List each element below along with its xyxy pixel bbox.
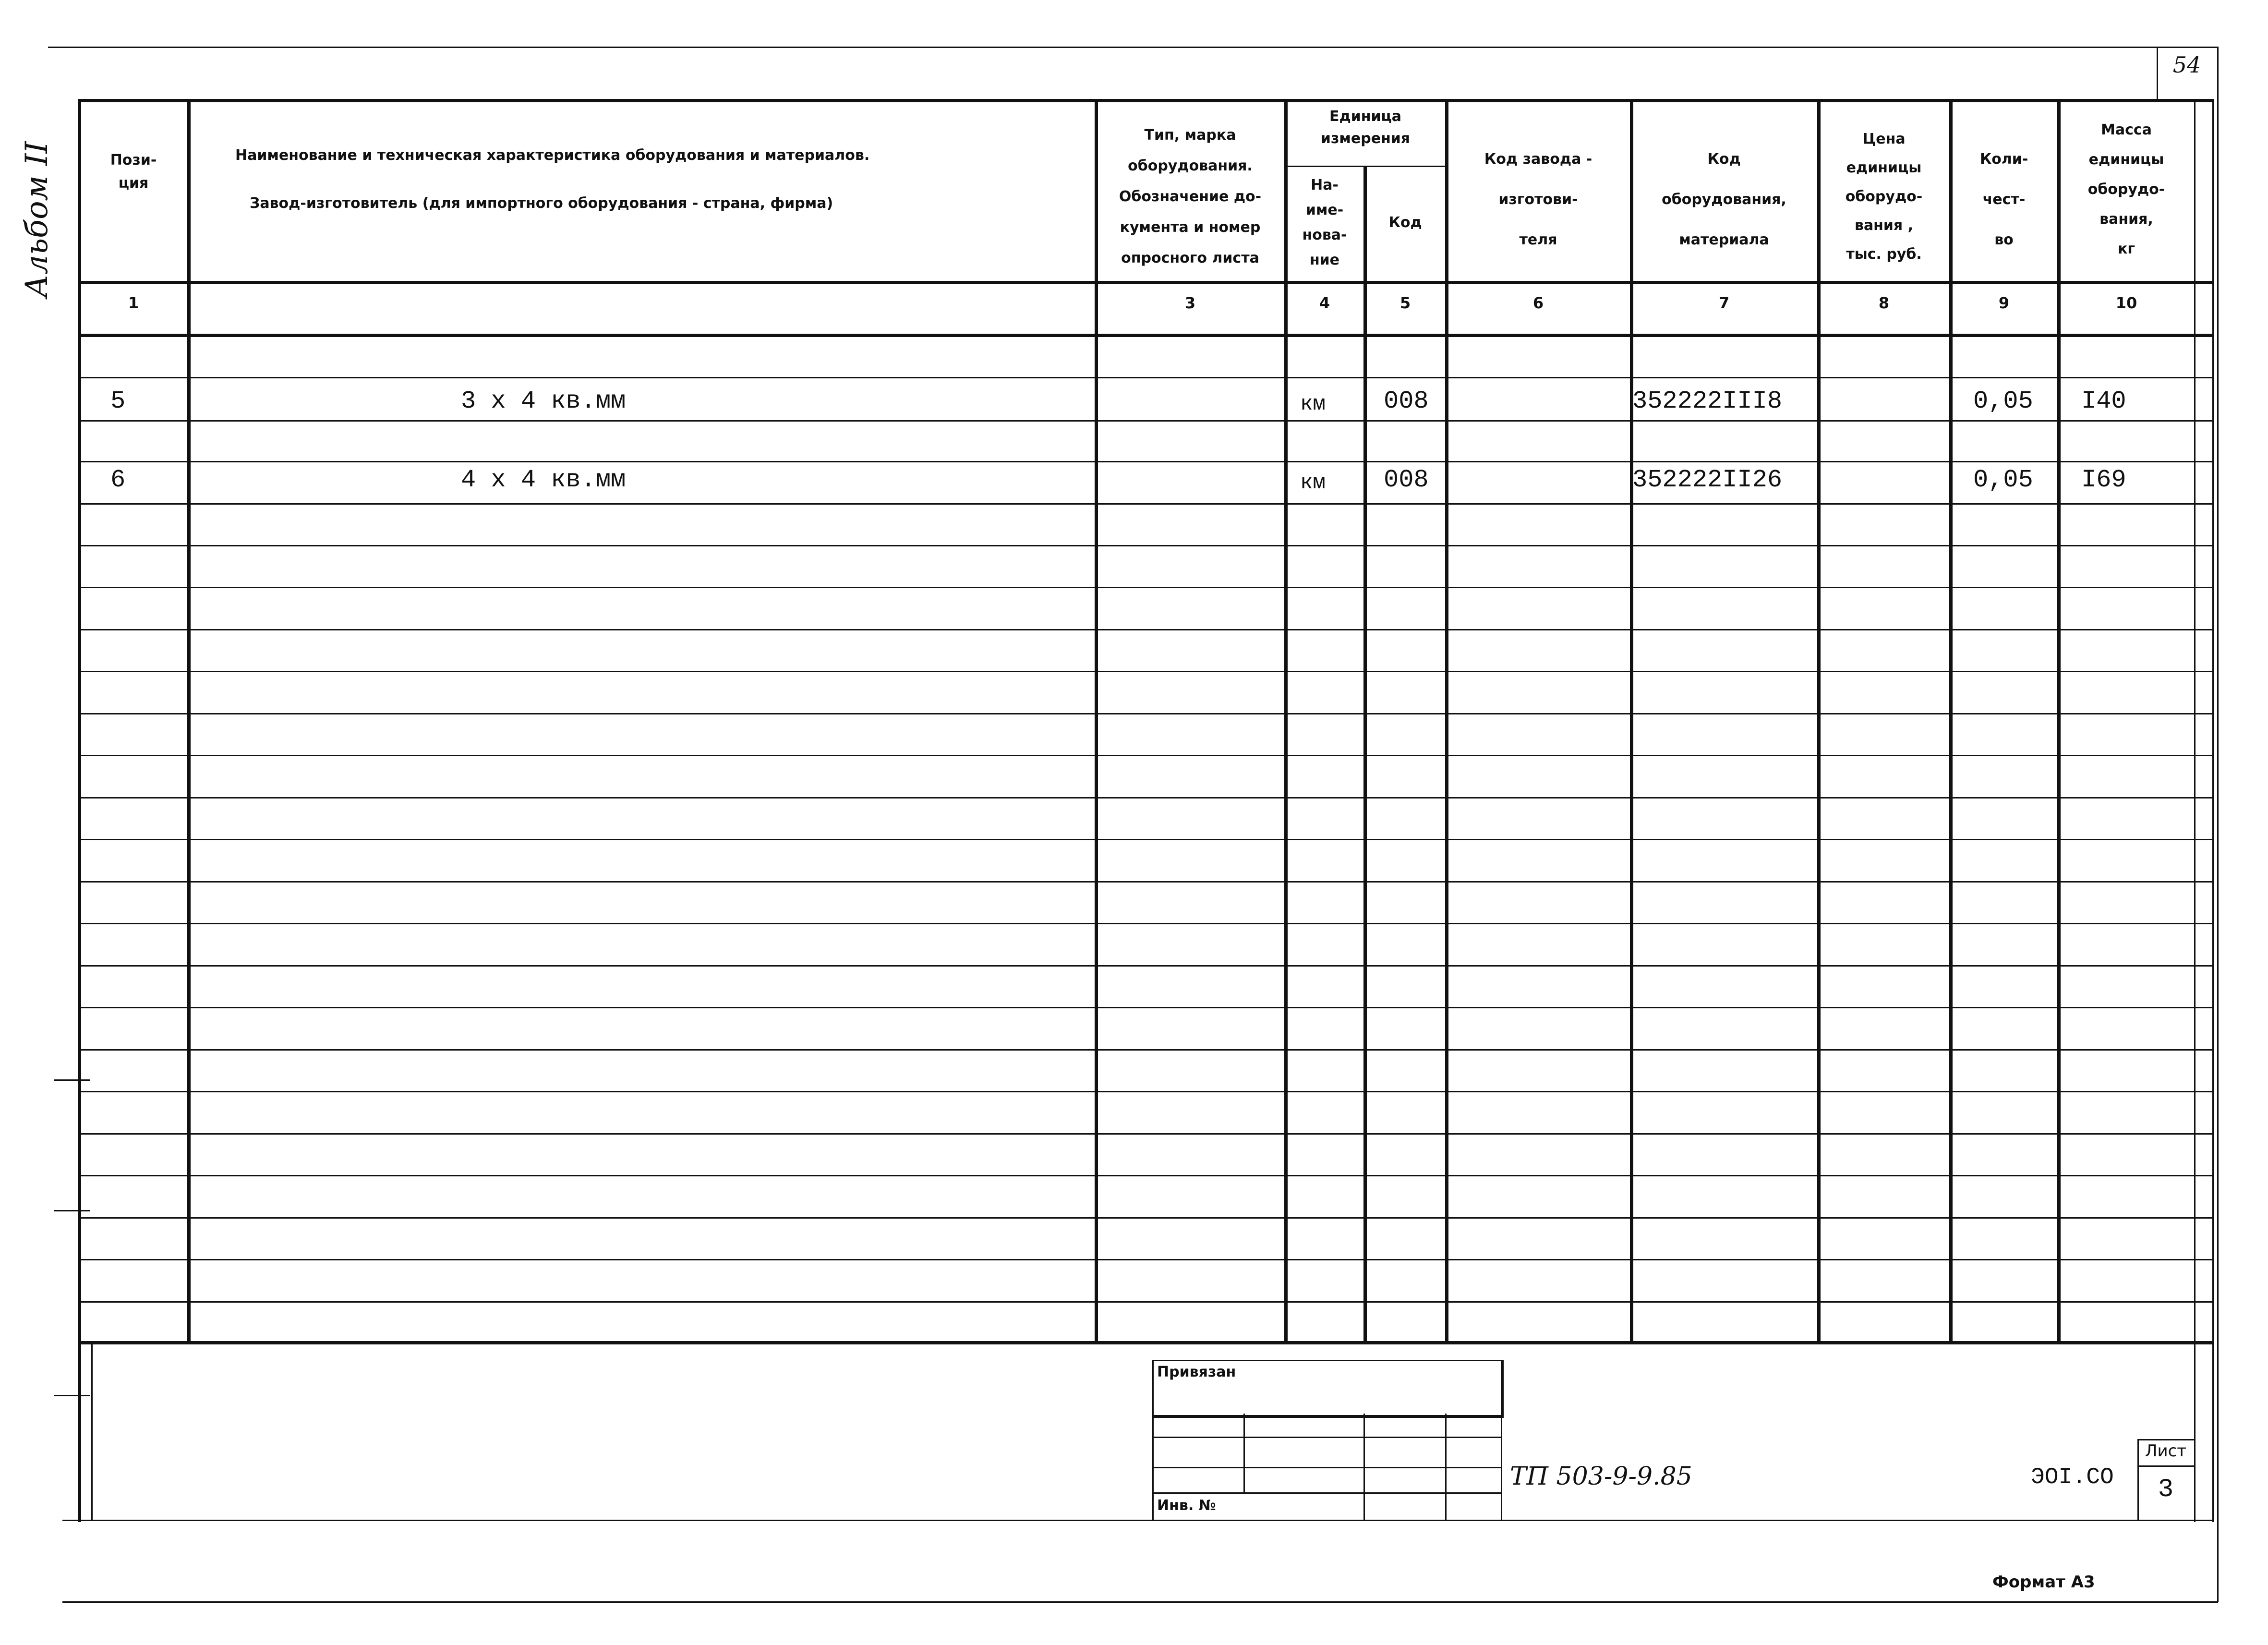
row-position: 5 [110,387,126,415]
table-left-line [78,99,81,1522]
stamp-line [1152,1437,1502,1438]
stamp-vline [1243,1414,1245,1492]
stamp-vline [1445,1414,1447,1520]
stamp-vline [1152,1414,1154,1520]
colnum-8: 8 [1878,294,1890,312]
bottom-border [62,1601,2218,1603]
margin-tick [54,1079,90,1081]
colnum-6: 6 [1532,294,1544,312]
top-border [48,47,2218,48]
header-unit-group: Единица измерения [1320,108,1411,147]
page-number-box [2157,47,2158,99]
row-rule [78,1259,2213,1260]
row-rule [78,671,2213,672]
row-unit-code: 008 [1384,387,1429,415]
row-rule [78,839,2213,840]
header-name-line2: Завод-изготовитель (для импортного оборудования - страна, фирма) [250,195,833,212]
header-quantity: Коли- чест- во [1979,151,2028,248]
col-divider-8 [1949,99,1953,1343]
header-type: Тип, марка оборудования. Обозначение до- кумента и номер опросного листа [1119,127,1262,266]
margin-tick [54,1395,90,1396]
table-top-line [78,99,2213,102]
header-mass: Масса единицы оборудо- вания, кг [2087,121,2165,257]
row-rule [78,545,2213,546]
stamp-line [1152,1492,1502,1494]
row-rule [78,1133,2213,1135]
col-divider-4 [1363,166,1367,1343]
colnum-4: 4 [1319,294,1330,312]
col-divider-3 [1284,99,1288,1343]
page-number: 54 [2172,52,2201,78]
row-rule [78,755,2213,756]
header-bottom-line [78,281,2213,284]
row-unit: км [1300,392,1326,416]
row-rule [78,420,2213,422]
colnum-1: 1 [128,294,139,312]
row-name: 3 x 4 кв.мм [461,387,626,415]
stamp-line [1152,1467,1502,1468]
row-name: 4 x 4 кв.мм [461,466,626,494]
row-rule [78,1091,2213,1092]
format-label: Формат А3 [1992,1572,2095,1592]
header-factory-code: Код завода - изготови- теля [1484,151,1592,248]
row-rule [78,965,2213,967]
table-right-line [2194,99,2196,1522]
row-quantity: 0,05 [1973,466,2033,494]
colnum-10: 10 [2115,294,2137,312]
row-unit: км [1300,471,1326,495]
colnum-9: 9 [1998,294,2010,312]
stamp-vline [1501,1360,1502,1520]
row-rule [78,1007,2213,1008]
col-divider-7 [1817,99,1821,1343]
privyazan-label: Привязан [1157,1364,1236,1380]
header-equipment-code: Код оборудования, материала [1662,151,1786,248]
header-position: Пози- ция [110,152,157,192]
row-rule [78,629,2213,630]
header-name-line1: Наименование и техническая характеристика оборудования и материалов. [235,147,870,164]
row-mass: I40 [2081,387,2126,415]
row-mass: I69 [2081,466,2126,494]
row-rule [78,797,2213,798]
colnum-3: 3 [1184,294,1196,312]
row-rule [78,503,2213,505]
right-border [2217,47,2219,1602]
col-divider-5 [1445,99,1448,1343]
sheet-label: Лист [2145,1441,2187,1461]
row-equipment-code: 352222III8 [1632,387,1783,415]
row-unit-code: 008 [1384,466,1429,494]
row-rule [78,461,2213,462]
row-rule [78,1217,2213,1219]
row-rule [78,1049,2213,1051]
margin-tick [54,1210,90,1211]
row-rule [78,587,2213,588]
row-quantity: 0,05 [1973,387,2033,415]
document-code: ТП 503-9-9.85 [1510,1462,1692,1491]
inv-number-label: Инв. № [1157,1497,1216,1514]
table-outer-right-line [2212,99,2214,1522]
header-unit-name: На- име- нова- ние [1302,177,1347,268]
stamp-vline [1363,1414,1365,1520]
column-number-line [78,334,2213,337]
row-position: 6 [110,466,126,494]
sheet-box-divider [2137,1465,2194,1467]
row-rule [78,881,2213,883]
row-rule [78,1301,2213,1303]
table-body-bottom [78,1341,2213,1344]
stamp-left-line [91,1341,93,1520]
col-divider-2 [1095,99,1098,1343]
header-unit-code: Код [1388,214,1422,231]
colnum-5: 5 [1399,294,1411,312]
sheet-code: ЭОI.CO [2031,1464,2114,1490]
row-equipment-code: 352222II26 [1632,466,1783,494]
col-divider-1 [187,99,191,1343]
row-rule [78,713,2213,714]
colnum-7: 7 [1718,294,1730,312]
stamp-bottom-line [62,1520,2213,1521]
album-label: Альбом II [19,141,55,298]
row-rule [78,377,2213,378]
col-divider-9 [2057,99,2061,1343]
header-price: Цена единицы оборудо- вания , тыс. руб. [1845,131,1923,263]
col-divider-6 [1630,99,1633,1343]
sheet-number: 3 [2158,1475,2174,1504]
row-rule [78,923,2213,924]
row-rule [78,1175,2213,1176]
